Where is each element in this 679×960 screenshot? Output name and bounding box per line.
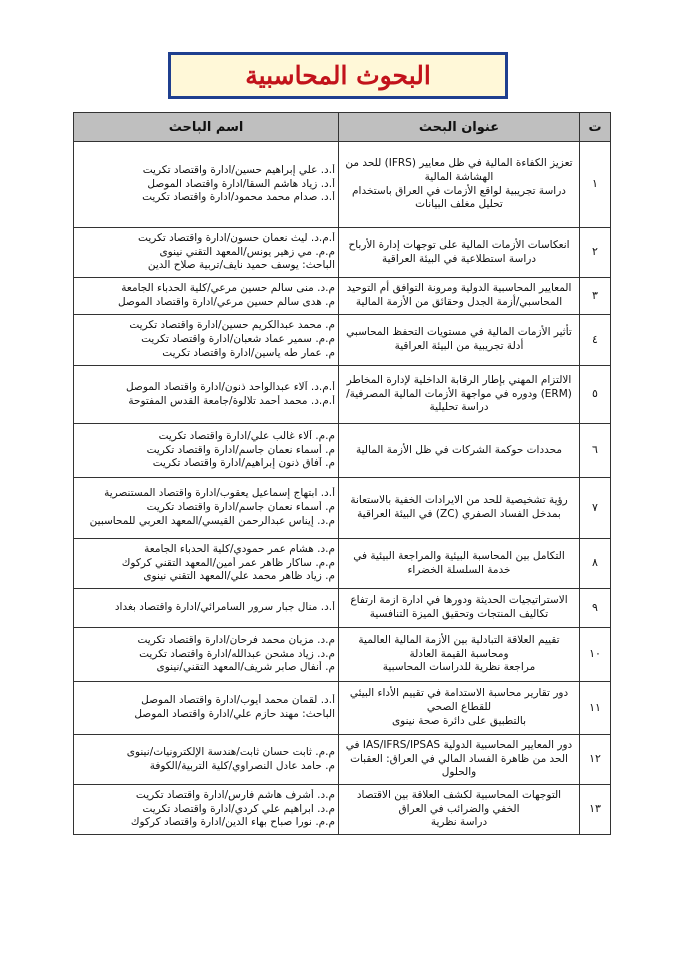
researcher-name: م.د. ابراهيم علي كردي/ادارة واقتصاد تكريت [142,802,335,815]
table-header-row [74,113,611,142]
research-title [339,366,580,424]
researcher-names [74,366,339,424]
researcher-name: م.م. ثابت حسان ثابت/هندسة الإلكترونيات/نينوى [126,745,335,758]
table-row [74,228,611,278]
researcher-name: م.م. نورا صباح بهاء الدين/ادارة واقتصاد كركوك [130,816,335,829]
table-row [74,278,611,315]
research-title [339,278,580,315]
research-title-line: الالتزام المهني بإطار الرقابة الداخلية لإدارة المخاطر (ERM) ودوره في مواجهة الأزمات المالية المصرفية/دراسة تحليلية [346,373,572,414]
researcher-name: أ.د. ابتهاج إسماعيل يعقوب/ادارة واقتصاد المستنصرية [104,487,335,500]
row-number: ١٠ [580,628,611,682]
researcher-name: م.م. مي زهير يونس/المعهد التقني نينوى [159,245,335,258]
row-number: ٤ [580,315,611,366]
research-table [73,112,611,835]
researcher-name: الباحث: مهند حازم علي/ادارة واقتصاد الموصل [134,708,335,720]
researcher-name: الباحث: يوسف حميد نايف/تربية صلاح الدين [147,259,335,272]
researcher-name: م.م. ساكار ظاهر عمر أمين/المعهد التقني كركوك [121,556,335,569]
research-title-line: مراجعة نظرية للدراسات المحاسبية [382,661,536,674]
researcher-names [74,785,339,835]
researcher-name: م. أسماء نعمان جاسم/ادارة واقتصاد تكريت [146,443,335,456]
researcher-name: م. زياد ظاهر محمد علي/المعهد التقني نينوى [143,570,335,583]
table-row [74,735,611,785]
header-authors: اسم الباحث [74,113,339,142]
header-number: ت [580,113,611,142]
research-title-line: رؤية تشخيصية للحد من الايرادات الخفية بالاستعانة بمدخل الفساد الصفري (ZC) في البيئة العراقية [350,494,568,520]
header-title: عنوان البحث [339,113,580,142]
research-title-line: أدلة تجريبية من البيئة العراقية [394,340,524,352]
row-number: ٣ [580,278,611,315]
table-row [74,539,611,589]
researcher-name: أ.م.د. ليث نعمان حسون/ادارة واقتصاد تكريت [138,231,335,244]
researcher-name: م. محمد عبدالكريم حسين/ادارة واقتصاد تكريت [129,319,335,332]
researcher-names [74,228,339,278]
research-title-line: المعايير المحاسبية الدولية ومرونة التوافق أم التوحيد المحاسبي/أزمة الجدل وحقائق من الأزمة المالية [346,282,572,308]
researcher-names [74,539,339,589]
page-title-box [168,52,508,99]
researcher-name: م. هدى سالم حسين مرعي/ادارة واقتصاد الموصل [117,296,335,308]
researcher-name: أ.د. منال جبار سرور السامرائي/ادارة واقتصاد بغداد [114,601,335,614]
row-number: ٥ [580,366,611,424]
research-title [339,589,580,628]
research-title-line: تقييم العلاقة التبادلية بين الأزمة المالية العالمية ومحاسبة القيمة العادلة [358,633,560,660]
researcher-names [74,735,339,785]
researcher-name: م.م. آلاء غالب علي/ادارة واقتصاد تكريت [158,429,335,442]
research-title-line: تعزيز الكفاءة المالية في ظل معايير (IFRS) للحد من الهشاشة المالية [345,156,573,183]
researcher-name: أ.م.د. آلاء عبدالواحد ذنون/ادارة واقتصاد الموصل [125,380,335,393]
research-title-line: تأثير الأزمات المالية في مستويات التحفظ المحاسبي [346,326,572,339]
research-title-line: التكامل بين المحاسبة البيئية والمراجعة البيئية في خدمة السلسلة الخضراء [353,549,565,576]
row-number: ٦ [580,424,611,478]
researcher-names [74,424,339,478]
researcher-names [74,315,339,366]
table-row [74,682,611,735]
research-title [339,424,580,478]
table-row [74,315,611,366]
table-row [74,366,611,424]
row-number: ١٢ [580,735,611,785]
research-title [339,228,580,278]
row-number: ٢ [580,228,611,278]
table-row [74,589,611,628]
researcher-name: م.د. أشرف هاشم فارس/ادارة واقتصاد تكريت [135,788,335,801]
researcher-name: م.م. سمير عماد شعبان/ادارة واقتصاد تكريت [141,333,335,346]
research-title [339,682,580,735]
research-title [339,628,580,682]
research-title-line: الاستراتيجيات الحديثة ودورها في ادارة ازمة ارتفاع تكاليف المنتجات وتحقيق الميزة التنافسية [350,594,568,620]
table-row [74,478,611,539]
row-number: ١ [580,142,611,228]
research-title [339,478,580,539]
row-number: ٧ [580,478,611,539]
research-title-line: محددات حوكمة الشركات في ظل الأزمة المالية [355,443,563,456]
researcher-name: م.د. زياد مشحن عبدالله/ادارة واقتصاد تكريت [139,647,335,660]
researcher-name: م.د. إيناس عبدالرحمن القيسي/المعهد العربي للمحاسبين [89,514,335,527]
researcher-names [74,682,339,735]
page-title: البحوث المحاسبية [245,61,431,90]
researcher-name: م.د. هشام عمر حمودي/كلية الحدباء الجامعة [144,542,335,555]
research-title-line: دراسة تجريبية لواقع الأزمات في العراق باستخدام تحليل مغلف البيانات [352,184,566,211]
researcher-name: م.د. منى سالم حسين مرعي/كلية الحدباء الجامعة [121,282,335,295]
researcher-names [74,478,339,539]
research-title-line: دور المعايير المحاسبية الدولية IAS/IFRS/IPSAS في الحد من ظاهرة الفساد المالي في العراق: العقبات والحلول [345,738,573,779]
research-title [339,142,580,228]
research-title-line: انعكاسات الأزمات المالية على توجهات إدارة الأرباح [348,238,570,251]
research-title-line: دور تقارير محاسبة الاستدامة في تقييم الأداء البيئي للقطاع الصحي [349,687,569,714]
table-row [74,142,611,228]
researcher-name: أ.د. علي إبراهيم حسين/ادارة واقتصاد تكريت [142,163,335,176]
researcher-name: م. أنفال صابر شريف/المعهد التقني/نينوى [156,661,335,674]
researcher-name: م. حامد عادل النصراوي/كلية التربية/الكوفة [149,759,335,772]
row-number: ١١ [580,682,611,735]
researcher-name: أ.د. لقمان محمد أيوب/ادارة واقتصاد الموصل [141,694,335,707]
table-row [74,628,611,682]
research-title-line: التوجهات المحاسبية لكشف العلاقة بين الاقتصاد الخفي والضرائب في العراق [356,788,562,815]
researcher-names [74,589,339,628]
researcher-name: أ.م.د. محمد أحمد تلالوة/جامعة القدس المفتوحة [128,394,335,407]
research-title [339,539,580,589]
researcher-name: م. آفاق ذنون إبراهيم/ادارة واقتصاد تكريت [152,457,335,470]
researcher-names [74,628,339,682]
researcher-name: م.د. مزبان محمد فرحان/ادارة واقتصاد تكريت [137,633,335,646]
researcher-name: أ.د. صدام محمد محمود/ادارة واقتصاد تكريت [142,191,335,204]
researcher-names [74,142,339,228]
research-title-line: بالتطبيق على دائرة صحة نينوى [391,714,527,727]
research-title-line: دراسة استطلاعية في البيئة العراقية [382,252,536,265]
row-number: ٨ [580,539,611,589]
researcher-names [74,278,339,315]
research-title [339,315,580,366]
table-row [74,785,611,835]
researcher-name: م. أسماء نعمان جاسم/ادارة واقتصاد تكريت [146,501,335,514]
researcher-name: م. عمار طه ياسين/ادارة واقتصاد تكريت [162,346,335,359]
research-title-line: دراسة نظرية [430,816,488,829]
research-title [339,735,580,785]
row-number: ٩ [580,589,611,628]
row-number: ١٣ [580,785,611,835]
research-title [339,785,580,835]
researcher-name: أ.د. زياد هاشم السقا/ادارة واقتصاد الموصل [147,177,335,190]
table-row [74,424,611,478]
